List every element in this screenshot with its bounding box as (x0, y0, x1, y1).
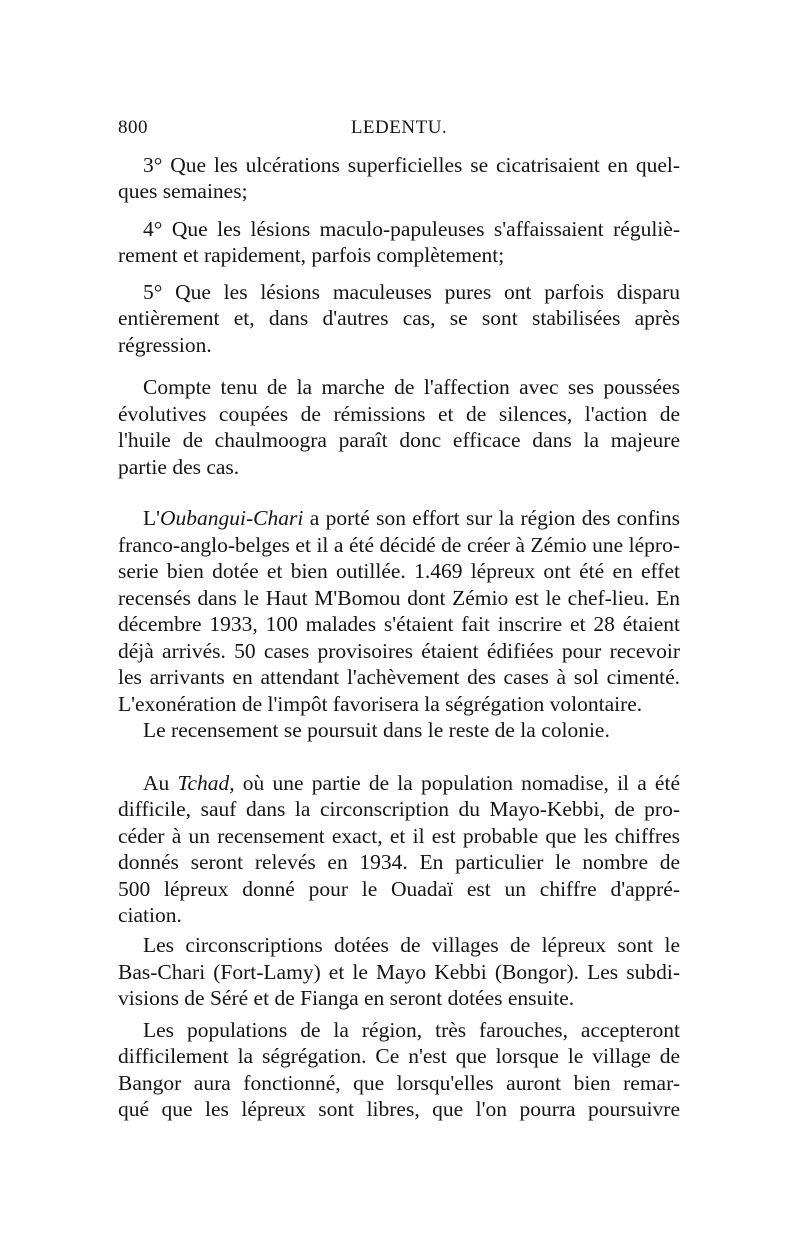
running-title: LEDENTU. (350, 117, 448, 138)
text-line: 500 lépreux donné pour le Ouadaï est un chiffre d'appré- (118, 877, 680, 901)
text-line: difficile, sauf dans la circonscription du Mayo-Kebbi, de pro- (118, 797, 680, 821)
text-line: visions de Séré et de Fianga en seront dotées ensuite. (118, 986, 575, 1010)
text-line: Le recensement se poursuit dans le reste de la colonie. (143, 718, 610, 742)
text-line: régression. (118, 333, 212, 357)
text-line: Bangor aura fonctionné, que lorsqu'elles auront bien remar- (118, 1071, 680, 1095)
text-line: les arrivants en attendant l'achèvement des cases à sol cimenté. (118, 665, 680, 689)
text-line: Compte tenu de la marche de l'affection avec ses poussées (143, 375, 680, 399)
text-line: franco-anglo-belges et il a été décidé de créer à Zémio une lépro- (118, 533, 680, 557)
place-name-italic: Tchad, (177, 771, 235, 795)
text-line: ques semaines; (118, 179, 248, 203)
text-line: 3° Que les ulcérations superficielles se cicatrisaient en quel- (143, 153, 680, 177)
text-line: serie bien dotée et bien outillée. 1.469 lépreux ont été en effet (118, 559, 680, 583)
text-line: Bas-Chari (Fort-Lamy) et le Mayo Kebbi (Bongor). Les subdi- (118, 960, 680, 984)
text-line (143, 769, 680, 797)
text-line: qué que les lépreux sont libres, que l'on pourra poursuivre (118, 1097, 680, 1121)
text-fragment: où une partie de la population nomadise, il a été (234, 771, 680, 795)
place-name-italic: Oubangui-Chari (160, 506, 304, 530)
text-fragment: Au (143, 771, 178, 795)
text-line: recensés dans le Haut M'Bomou dont Zémio est le chef-lieu. En (118, 586, 680, 610)
text-line: donnés seront relevés en 1934. En particulier le nombre de (118, 850, 680, 874)
text-line: évolutives coupées de rémissions et de silences, l'action de (118, 402, 680, 426)
text-fragment: L' (143, 506, 161, 530)
text-line: partie des cas. (118, 455, 240, 479)
text-line: rement et rapidement, parfois complètement; (118, 243, 505, 267)
text-line: difficilement la ségrégation. Ce n'est que lorsque le village de (118, 1044, 680, 1068)
text-line: déjà arrivés. 50 cases provisoires étaient édifiées pour recevoir (118, 639, 680, 663)
text-fragment: a porté son effort sur la région des confins (303, 506, 680, 530)
text-line: 5° Que les lésions maculeuses pures ont parfois disparu (143, 280, 680, 304)
text-line: ciation. (118, 903, 182, 927)
text-line: Les populations de la région, très farouches, accepteront (143, 1018, 680, 1042)
text-line: Les circonscriptions dotées de villages de lépreux sont le (143, 933, 680, 957)
text-line: 4° Que les lésions maculo-papuleuses s'affaissaient réguliè- (143, 217, 680, 241)
text-line: entièrement et, dans d'autres cas, se sont stabilisées après (118, 306, 680, 330)
text-line (143, 504, 680, 532)
page-number: 800 (118, 117, 148, 138)
text-line: décembre 1933, 100 malades s'étaient fait inscrire et 28 étaient (118, 612, 680, 636)
text-line: L'exonération de l'impôt favorisera la ségrégation volontaire. (118, 692, 643, 716)
text-line: céder à un recensement exact, et il est probable que les chiffres (118, 824, 680, 848)
text-line: l'huile de chaulmoogra paraît donc efficace dans la majeure (118, 428, 680, 452)
running-head (118, 117, 680, 141)
